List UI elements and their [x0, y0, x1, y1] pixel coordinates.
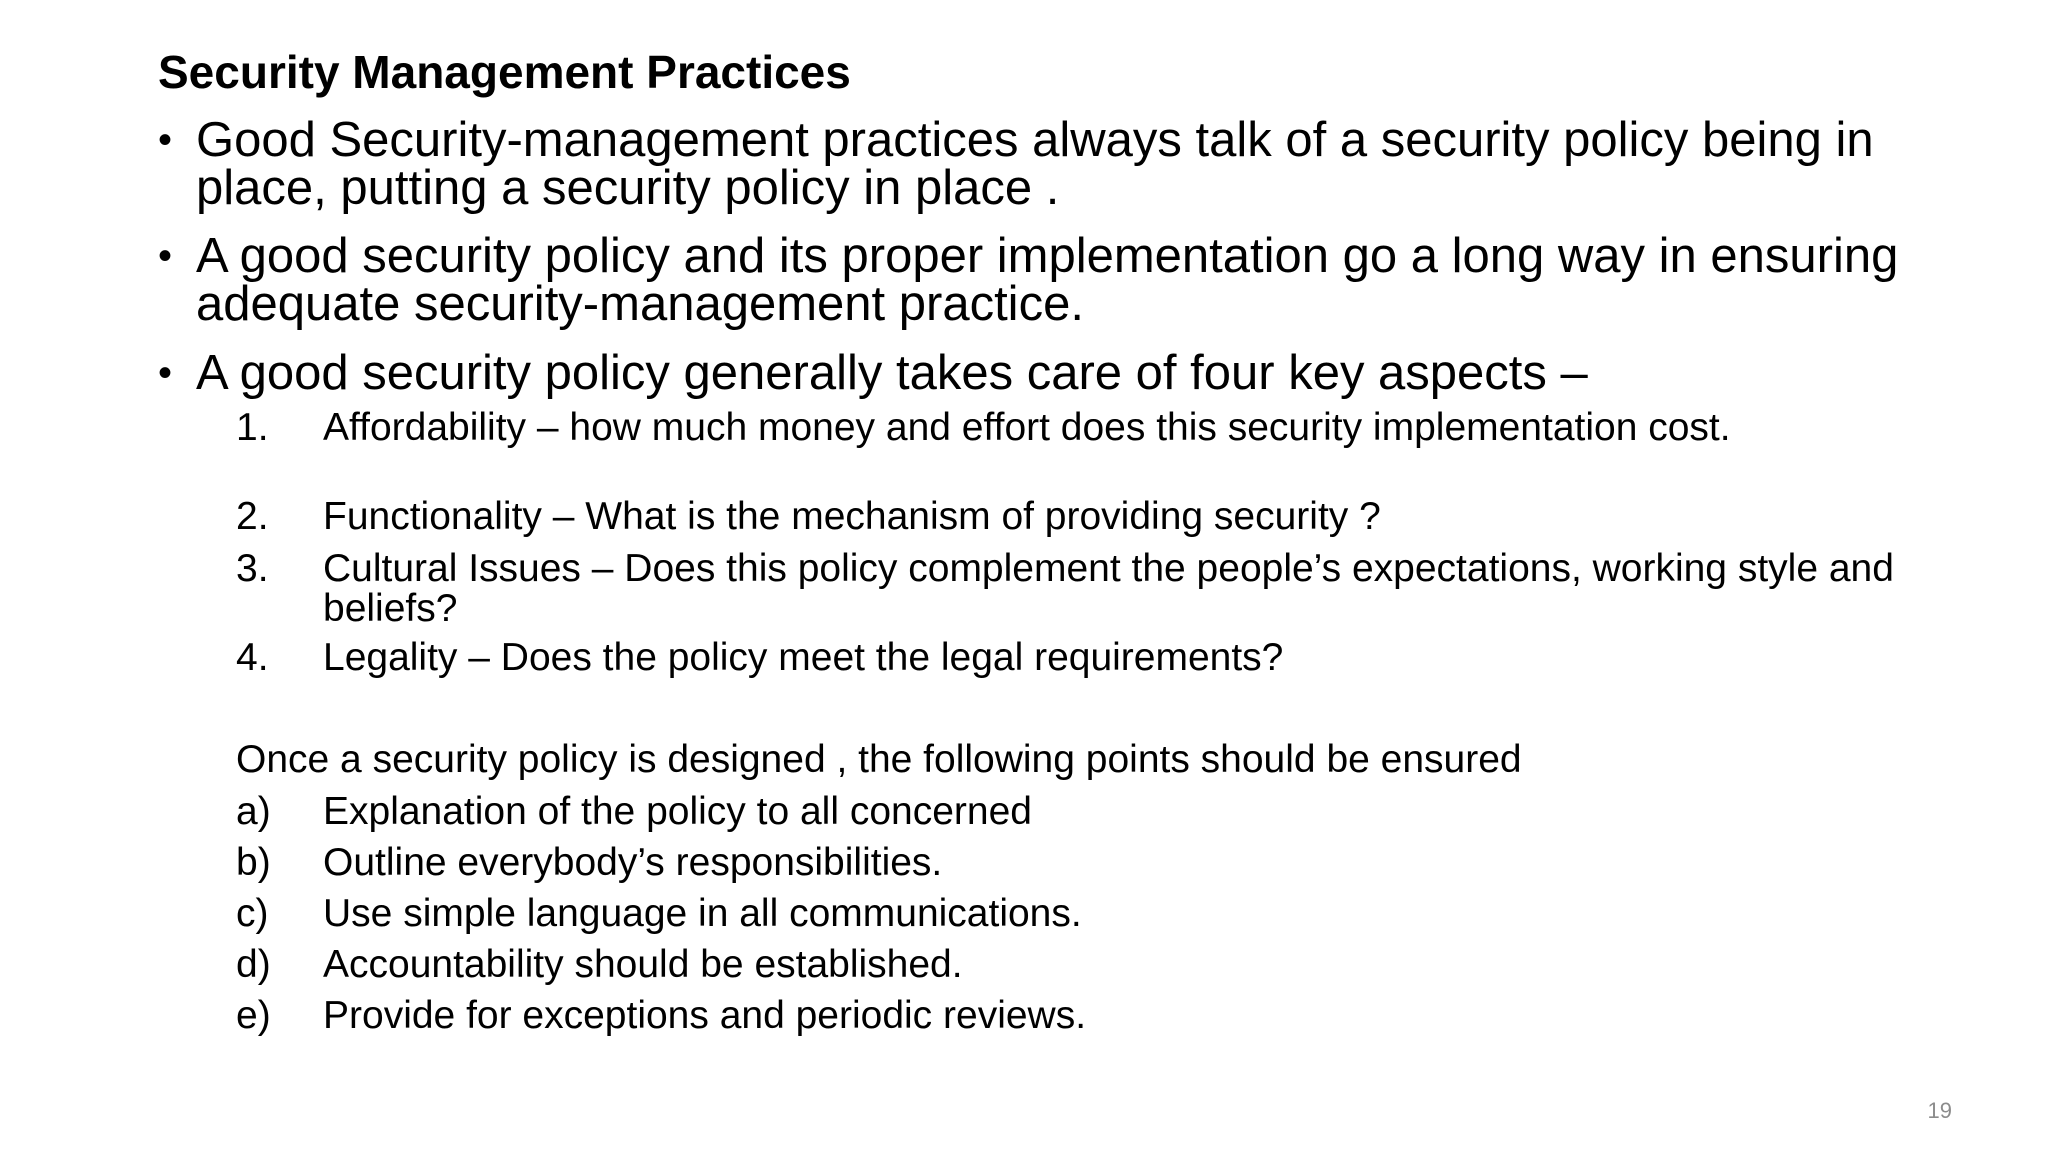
bullet-item [158, 229, 1918, 331]
lettered-list-item [236, 843, 1896, 883]
bullet-item [158, 346, 1918, 400]
page-number: 19 [1927, 1098, 1952, 1123]
lettered-list-item [236, 894, 1896, 934]
list-letter: a) [236, 790, 271, 833]
numbered-list-item [236, 497, 1896, 537]
numbered-list-item [236, 408, 1896, 448]
lettered-list-item [236, 945, 1896, 985]
list-letter: b) [236, 841, 271, 884]
bullet-marker: • [158, 234, 173, 278]
bullet-text: A good security policy generally takes care of four key aspects – [196, 346, 1588, 400]
list-item-text: Provide for exceptions and periodic reviews. [323, 994, 1087, 1037]
list-number: 1. [236, 406, 269, 449]
list-item-text: Affordability – how much money and effort does this security implementation cost. [323, 406, 1731, 449]
list-number: 2. [236, 495, 269, 538]
list-number: 4. [236, 636, 269, 679]
lettered-list-item [236, 792, 1896, 832]
slide-title: Security Management Practices [158, 46, 851, 98]
list-item-text: Use simple language in all communications. [323, 892, 1082, 935]
numbered-list-item [236, 549, 1896, 629]
list-item-text: Outline everybody’s responsibilities. [323, 841, 943, 884]
list-item-text: Cultural Issues – Does this policy complement the people’s expectations, working style and beliefs? [323, 547, 1894, 630]
bullet-item [158, 113, 1918, 215]
bullet-marker: • [158, 118, 173, 162]
list-letter: c) [236, 892, 269, 935]
bullet-text: A good security policy and its proper implementation go a long way in ensuring adequate security-management practice. [196, 229, 1899, 331]
numbered-list-item [236, 638, 1896, 678]
list-letter: d) [236, 943, 271, 986]
list-number: 3. [236, 547, 269, 590]
bullet-text: Good Security-management practices always talk of a security policy being in place, putting a security policy in place . [196, 113, 1874, 215]
list-item-text: Explanation of the policy to all concerned [323, 790, 1032, 833]
bullet-marker: • [158, 351, 173, 395]
list-item-text: Legality – Does the policy meet the legal requirements? [323, 636, 1284, 679]
list-item-text: Functionality – What is the mechanism of providing security ? [323, 495, 1381, 538]
followup-intro: Once a security policy is designed , the following points should be ensured [236, 738, 1522, 781]
list-letter: e) [236, 994, 271, 1037]
lettered-list-item [236, 996, 1896, 1036]
list-item-text: Accountability should be established. [323, 943, 963, 986]
